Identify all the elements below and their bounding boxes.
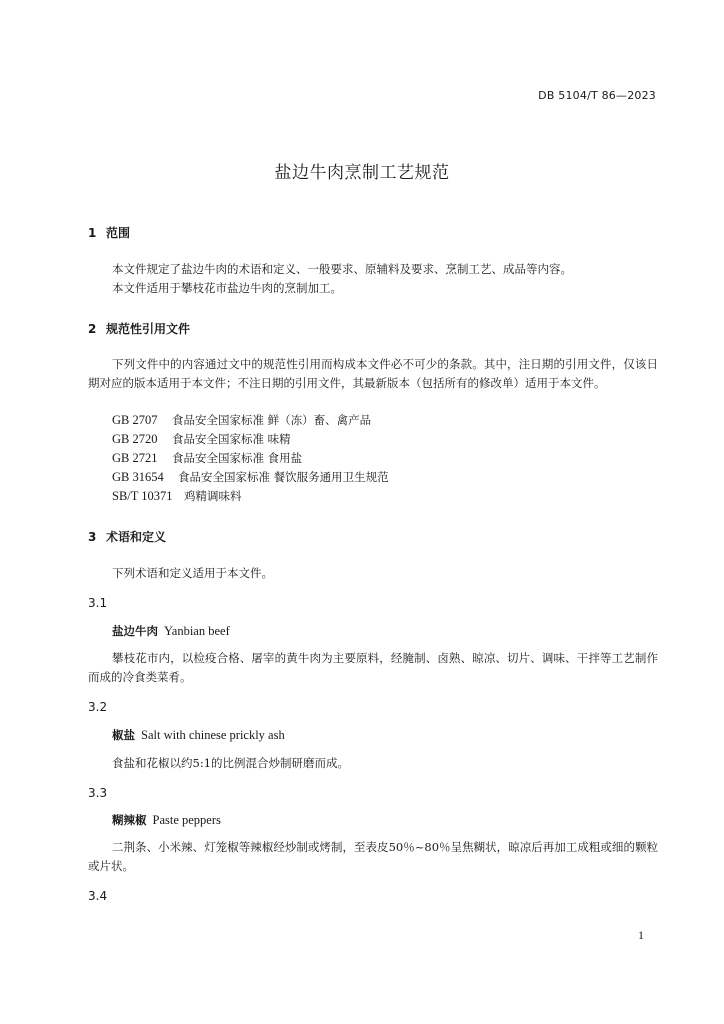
terms-intro: 下列术语和定义适用于本文件。 bbox=[112, 566, 273, 580]
section-2-heading bbox=[88, 320, 190, 337]
term-entry bbox=[112, 727, 285, 743]
page-number: 1 bbox=[638, 928, 644, 942]
term-definition: 食盐和花椒以约5:1的比例混合炒制研磨而成。 bbox=[112, 756, 350, 770]
section-title: 规范性引用文件 bbox=[106, 322, 191, 336]
reference-item bbox=[112, 468, 389, 487]
reference-code: GB 2720 bbox=[112, 432, 158, 446]
term-definition: 二荆条、小米辣、灯笼椒等辣椒经炒制或烤制，至表皮50％~80％呈焦糊状，晾凉后再加工成粗或细的颗粒或片状。 bbox=[88, 840, 658, 874]
clause-number: 3.3 bbox=[88, 786, 108, 800]
normative-references-intro: 下列文件中的内容通过文中的规范性引用而构成本文件必不可少的条款。其中，注日期的引用文件，仅该日期对应的版本适用于本文件；不注日期的引用文件，其最新版本（包括所有的修改单）适用于本文件。 bbox=[88, 357, 658, 391]
section-number: 1 bbox=[88, 226, 97, 240]
term-english: Salt with chinese prickly ash bbox=[141, 728, 285, 742]
reference-code: GB 2721 bbox=[112, 451, 158, 465]
scope-paragraph-2: 本文件适用于攀枝花市盐边牛肉的烹制加工。 bbox=[112, 281, 342, 295]
standard-code: DB 5104/T 86—2023 bbox=[538, 89, 656, 102]
term-entry bbox=[112, 623, 230, 639]
term-chinese: 盐边牛肉 bbox=[112, 624, 158, 638]
reference-name: 食品安全国家标准 食用盐 bbox=[172, 451, 303, 465]
reference-name: 食品安全国家标准 味精 bbox=[172, 432, 291, 446]
document-title: 盐边牛肉烹制工艺规范 bbox=[274, 163, 450, 183]
reference-item bbox=[112, 430, 291, 449]
term-english: Paste peppers bbox=[152, 813, 221, 827]
section-1-heading bbox=[88, 224, 130, 241]
section-number: 3 bbox=[88, 530, 97, 544]
reference-item bbox=[112, 487, 242, 506]
reference-name: 食品安全国家标准 鲜（冻）畜、禽产品 bbox=[172, 413, 372, 427]
section-title: 范围 bbox=[106, 226, 131, 240]
clause-number: 3.2 bbox=[88, 700, 108, 714]
section-3-heading bbox=[88, 528, 166, 545]
term-definition: 攀枝花市内，以检疫合格、屠宰的黄牛肉为主要原料，经腌制、卤熟、晾凉、切片、调味、干拌等工艺制作而成的冷食类菜肴。 bbox=[88, 651, 658, 685]
term-chinese: 椒盐 bbox=[112, 728, 135, 742]
reference-code: GB 2707 bbox=[112, 413, 158, 427]
term-english: Yanbian beef bbox=[164, 624, 230, 638]
section-title: 术语和定义 bbox=[106, 530, 167, 544]
term-chinese: 糊辣椒 bbox=[112, 813, 147, 827]
section-number: 2 bbox=[88, 322, 97, 336]
term-entry bbox=[112, 812, 221, 828]
reference-item bbox=[112, 449, 302, 468]
reference-code: GB 31654 bbox=[112, 470, 164, 484]
clause-number: 3.4 bbox=[88, 889, 108, 903]
reference-name: 食品安全国家标准 餐饮服务通用卫生规范 bbox=[178, 470, 389, 484]
reference-item bbox=[112, 411, 371, 430]
reference-name: 鸡精调味料 bbox=[184, 489, 242, 503]
scope-paragraph-1: 本文件规定了盐边牛肉的术语和定义、一般要求、原辅料及要求、烹制工艺、成品等内容。 bbox=[112, 262, 572, 276]
clause-number: 3.1 bbox=[88, 596, 108, 610]
reference-code: SB/T 10371 bbox=[112, 489, 173, 503]
